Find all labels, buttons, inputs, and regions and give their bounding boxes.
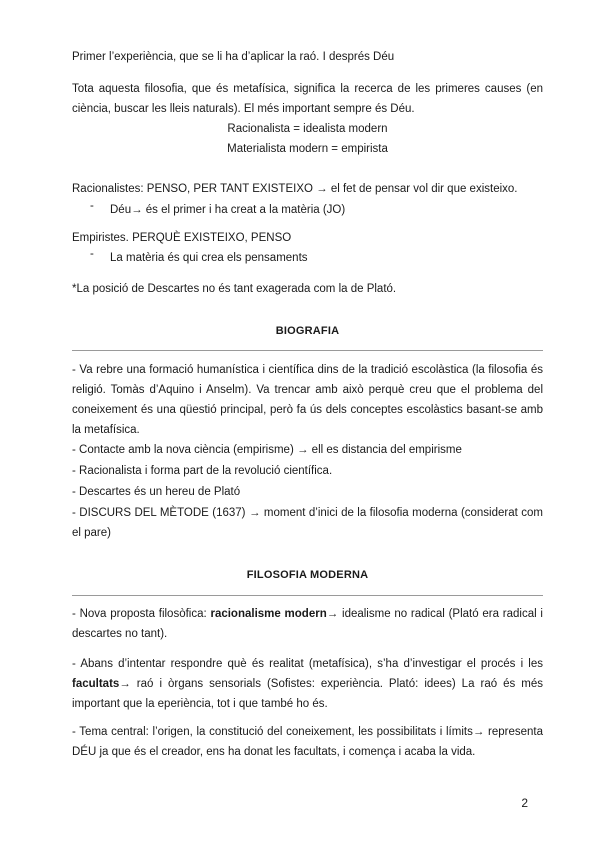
biografia-item-formacio: - Va rebre una formació humanística i científica dins de la tradició escolàstica (la filosofia és religió. Tomàs d’Aquino i Anselm). Va trencar amb això perquè creu que el problema del coneixement és una qüestió principal, però fa ús dels conceptes escolàstics basant-se amb la metafísica.	[72, 364, 543, 436]
equation-materialista: Materialista modern = empirista	[227, 143, 388, 155]
section-divider	[72, 350, 543, 351]
moderna-paragraph-proposta: - Nova proposta filosòfica: racionalisme modern→ idealisme no radical (Plató era radical i descartes no tant).	[72, 608, 543, 640]
biografia-item-racionalista: - Racionalista i forma part de la revolució científica.	[72, 465, 333, 477]
biografia-item-ciencia: - Contacte amb la nova ciència (empirisme) → ell es distancia del empirisme	[72, 444, 462, 456]
page-number: 2	[521, 796, 528, 810]
intro-line: Primer l’experiència, que se li ha d’aplicar la raó. I després Déu	[72, 51, 395, 63]
moderna-paragraph-facultats: - Abans d’intentar respondre què és realitat (metafísica), s’ha d’investigar el procés i les facultats→ raó i òrgans sensorials (Sofistes: experiència. Plató: idees) La raó és més important que la eperiència, tot i que també ho és.	[72, 658, 543, 710]
biografia-item-discurs: - DISCURS DEL MÈTODE (1637) → moment d’inici de la filosofia moderna (considerat com el pare)	[72, 507, 543, 539]
racionalisme-modern-term: racionalisme modern	[210, 608, 327, 620]
dash-bullet: -	[90, 200, 94, 212]
facultats-term: facultats	[72, 678, 120, 690]
empiristes-line: Empiristes. PERQUÈ EXISTEIXO, PENSO	[72, 232, 292, 244]
section-divider	[72, 595, 543, 596]
racionalistes-bullet-item	[72, 200, 543, 220]
moderna-paragraph-tema: - Tema central: l’origen, la constitució del coneixement, les possibilitats i límits→ representa DÉU ja que és el creador, ens ha donat les facultats, i comença i acaba la vida.	[72, 726, 543, 758]
biografia-item-hereu: - Descartes és un hereu de Plató	[72, 486, 241, 498]
racionalistes-line: Racionalistes: PENSO, PER TANT EXISTEIXO → el fet de pensar vol dir que existeixo.	[72, 183, 518, 195]
racionalistes-bullet: Déu→ és el primer i ha creat a la matèria (JO)	[110, 204, 346, 216]
equation-racionalista: Racionalista = idealista modern	[227, 123, 388, 135]
empiristes-bullet: La matèria és qui crea els pensaments	[110, 252, 308, 264]
filosofia-moderna-heading: FILOSOFIA MODERNA	[246, 569, 369, 581]
descartes-note: *La posició de Descartes no és tant exagerada com la de Plató.	[72, 283, 397, 295]
dash-bullet: -	[90, 248, 94, 260]
intro-paragraph: Tota aquesta filosofia, que és metafísica, significa la recerca de les primeres causes (en ciència, buscar les lleis naturals). El més important sempre és Déu.	[72, 83, 543, 115]
biografia-heading: BIOGRAFIA	[275, 325, 340, 337]
document-page	[72, 0, 543, 848]
empiristes-bullet-item	[72, 248, 543, 268]
